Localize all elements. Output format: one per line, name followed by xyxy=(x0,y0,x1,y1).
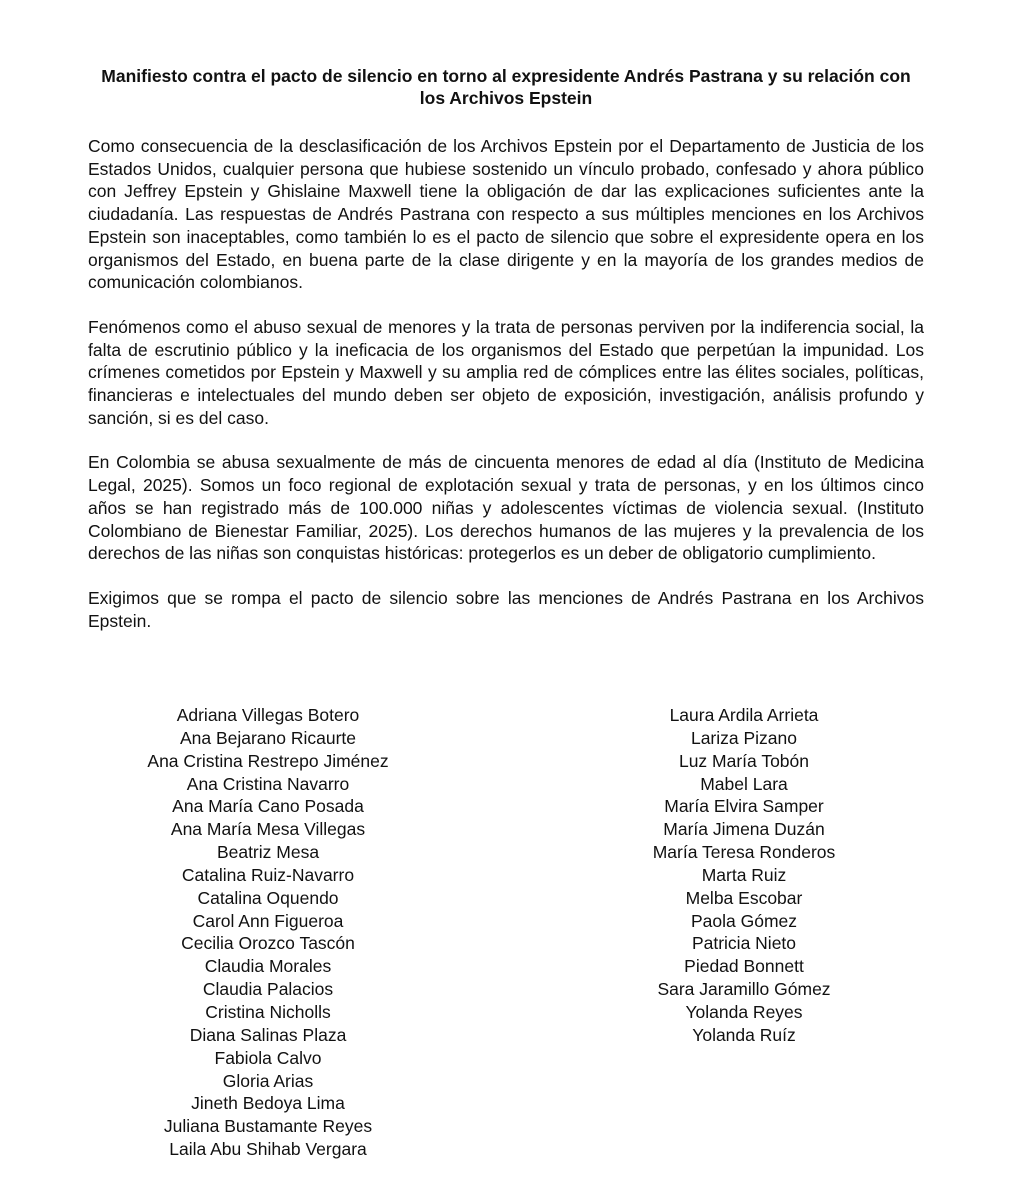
signatory-name: Piedad Bonnett xyxy=(684,956,804,977)
signatories xyxy=(0,704,1013,1174)
manifesto-body xyxy=(88,135,924,654)
signatory-name: Carol Ann Figueroa xyxy=(192,910,344,931)
signatories-right-column xyxy=(594,704,894,1047)
signatory-name: María Elvira Samper xyxy=(664,796,824,817)
signatory-name: Cristina Nicholls xyxy=(205,1001,331,1022)
signatory-name: Gloria Arias xyxy=(222,1070,314,1091)
signatory-name: Cecilia Orozco Tascón xyxy=(181,933,355,954)
signatories-left-column xyxy=(118,704,418,1161)
signatory-name: Laura Ardila Arrieta xyxy=(669,705,819,725)
signatory-name: Patricia Nieto xyxy=(691,933,797,954)
signatory-name: Laila Abu Shihab Vergara xyxy=(169,1139,367,1160)
signatory-name: María Jimena Duzán xyxy=(663,819,825,840)
paragraph-4: Exigimos que se rompa el pacto de silencio sobre las menciones de Andrés Pastrana en los Archivos Epstein. xyxy=(88,587,924,631)
signatory-name: Adriana Villegas Botero xyxy=(176,705,360,725)
paragraph-3: En Colombia se abusa sexualmente de más de cincuenta menores de edad al día (Instituto de Medicina Legal, 2025). Somos un foco regional de explotación sexual y trata de personas, y en los últimos cinco años se han registrado más de 100.000 niñas y adolescentes víctimas de violencia sexual. (Instituto Colombiano de Bienestar Familiar, 2025). Los derechos humanos de las mujeres y la prevalencia de los derechos de las niñas son conquistas históricas: protegerlos es un deber de obligatorio cumplimiento. xyxy=(88,452,924,564)
signatory-name: Ana María Cano Posada xyxy=(172,796,364,817)
signatory-name: Ana María Mesa Villegas xyxy=(170,819,366,840)
signatory-name: María Teresa Ronderos xyxy=(652,842,836,863)
document-title: Manifiesto contra el pacto de silencio en torno al expresidente Andrés Pastrana y su relación con los Archivos Epstein xyxy=(101,66,911,108)
signatory-name: Claudia Morales xyxy=(204,956,332,977)
signatory-name: Melba Escobar xyxy=(685,887,803,908)
signatory-name: Sara Jaramillo Gómez xyxy=(657,979,831,1000)
signatory-name: Mabel Lara xyxy=(700,773,788,794)
signatory-name: Catalina Ruiz-Navarro xyxy=(181,864,355,885)
signatory-name: Ana Cristina Restrepo Jiménez xyxy=(147,750,389,771)
signatory-name: Juliana Bustamante Reyes xyxy=(163,1116,373,1137)
signatory-name: Yolanda Ruíz xyxy=(692,1024,796,1045)
paragraph-2: Fenómenos como el abuso sexual de menores y la trata de personas perviven por la indiferencia social, la falta de escrutinio público y la ineficacia de los organismos del Estado que perpetúan la impunidad. Los crímenes cometidos por Epstein y Maxwell y su amplia red de cómplices entre las élites sociales, políticas, financieras e intelectuales del mundo deben ser objeto de exposición, investigación, análisis profundo y sanción, si es del caso. xyxy=(88,316,924,428)
signatory-name: Fabiola Calvo xyxy=(214,1047,322,1068)
signatory-name: Diana Salinas Plaza xyxy=(189,1024,347,1045)
paragraph-1: Como consecuencia de la desclasificación de los Archivos Epstein por el Departamento de Justicia de los Estados Unidos, cualquier persona que hubiese sostenido un vínculo probado, confesado y ahora público con Jeffrey Epstein y Ghislaine Maxwell tiene la obligación de dar las explicaciones suficientes ante la ciudadanía. Las respuestas de Andrés Pastrana con respecto a sus múltiples menciones en los Archivos Epstein son inaceptables, como también lo es el pacto de silencio que sobre el expresidente opera en los organismos del Estado, en buena parte de la clase dirigente y en la mayoría de los grandes medios de comunicación colombianos. xyxy=(88,136,924,293)
signatory-name: Yolanda Reyes xyxy=(685,1001,803,1022)
signatory-name: Jineth Bedoya Lima xyxy=(191,1093,345,1114)
signatory-name: Ana Cristina Navarro xyxy=(186,773,350,794)
signatory-name: Ana Bejarano Ricaurte xyxy=(179,727,357,748)
signatory-name: Paola Gómez xyxy=(690,910,798,931)
signatory-name: Claudia Palacios xyxy=(202,979,334,1000)
signatory-name: Luz María Tobón xyxy=(678,750,810,771)
signatory-name: Catalina Oquendo xyxy=(197,887,339,908)
signatory-name: Beatriz Mesa xyxy=(216,842,320,863)
signatory-name: Marta Ruiz xyxy=(701,864,787,885)
signatory-name: Lariza Pizano xyxy=(690,727,798,748)
